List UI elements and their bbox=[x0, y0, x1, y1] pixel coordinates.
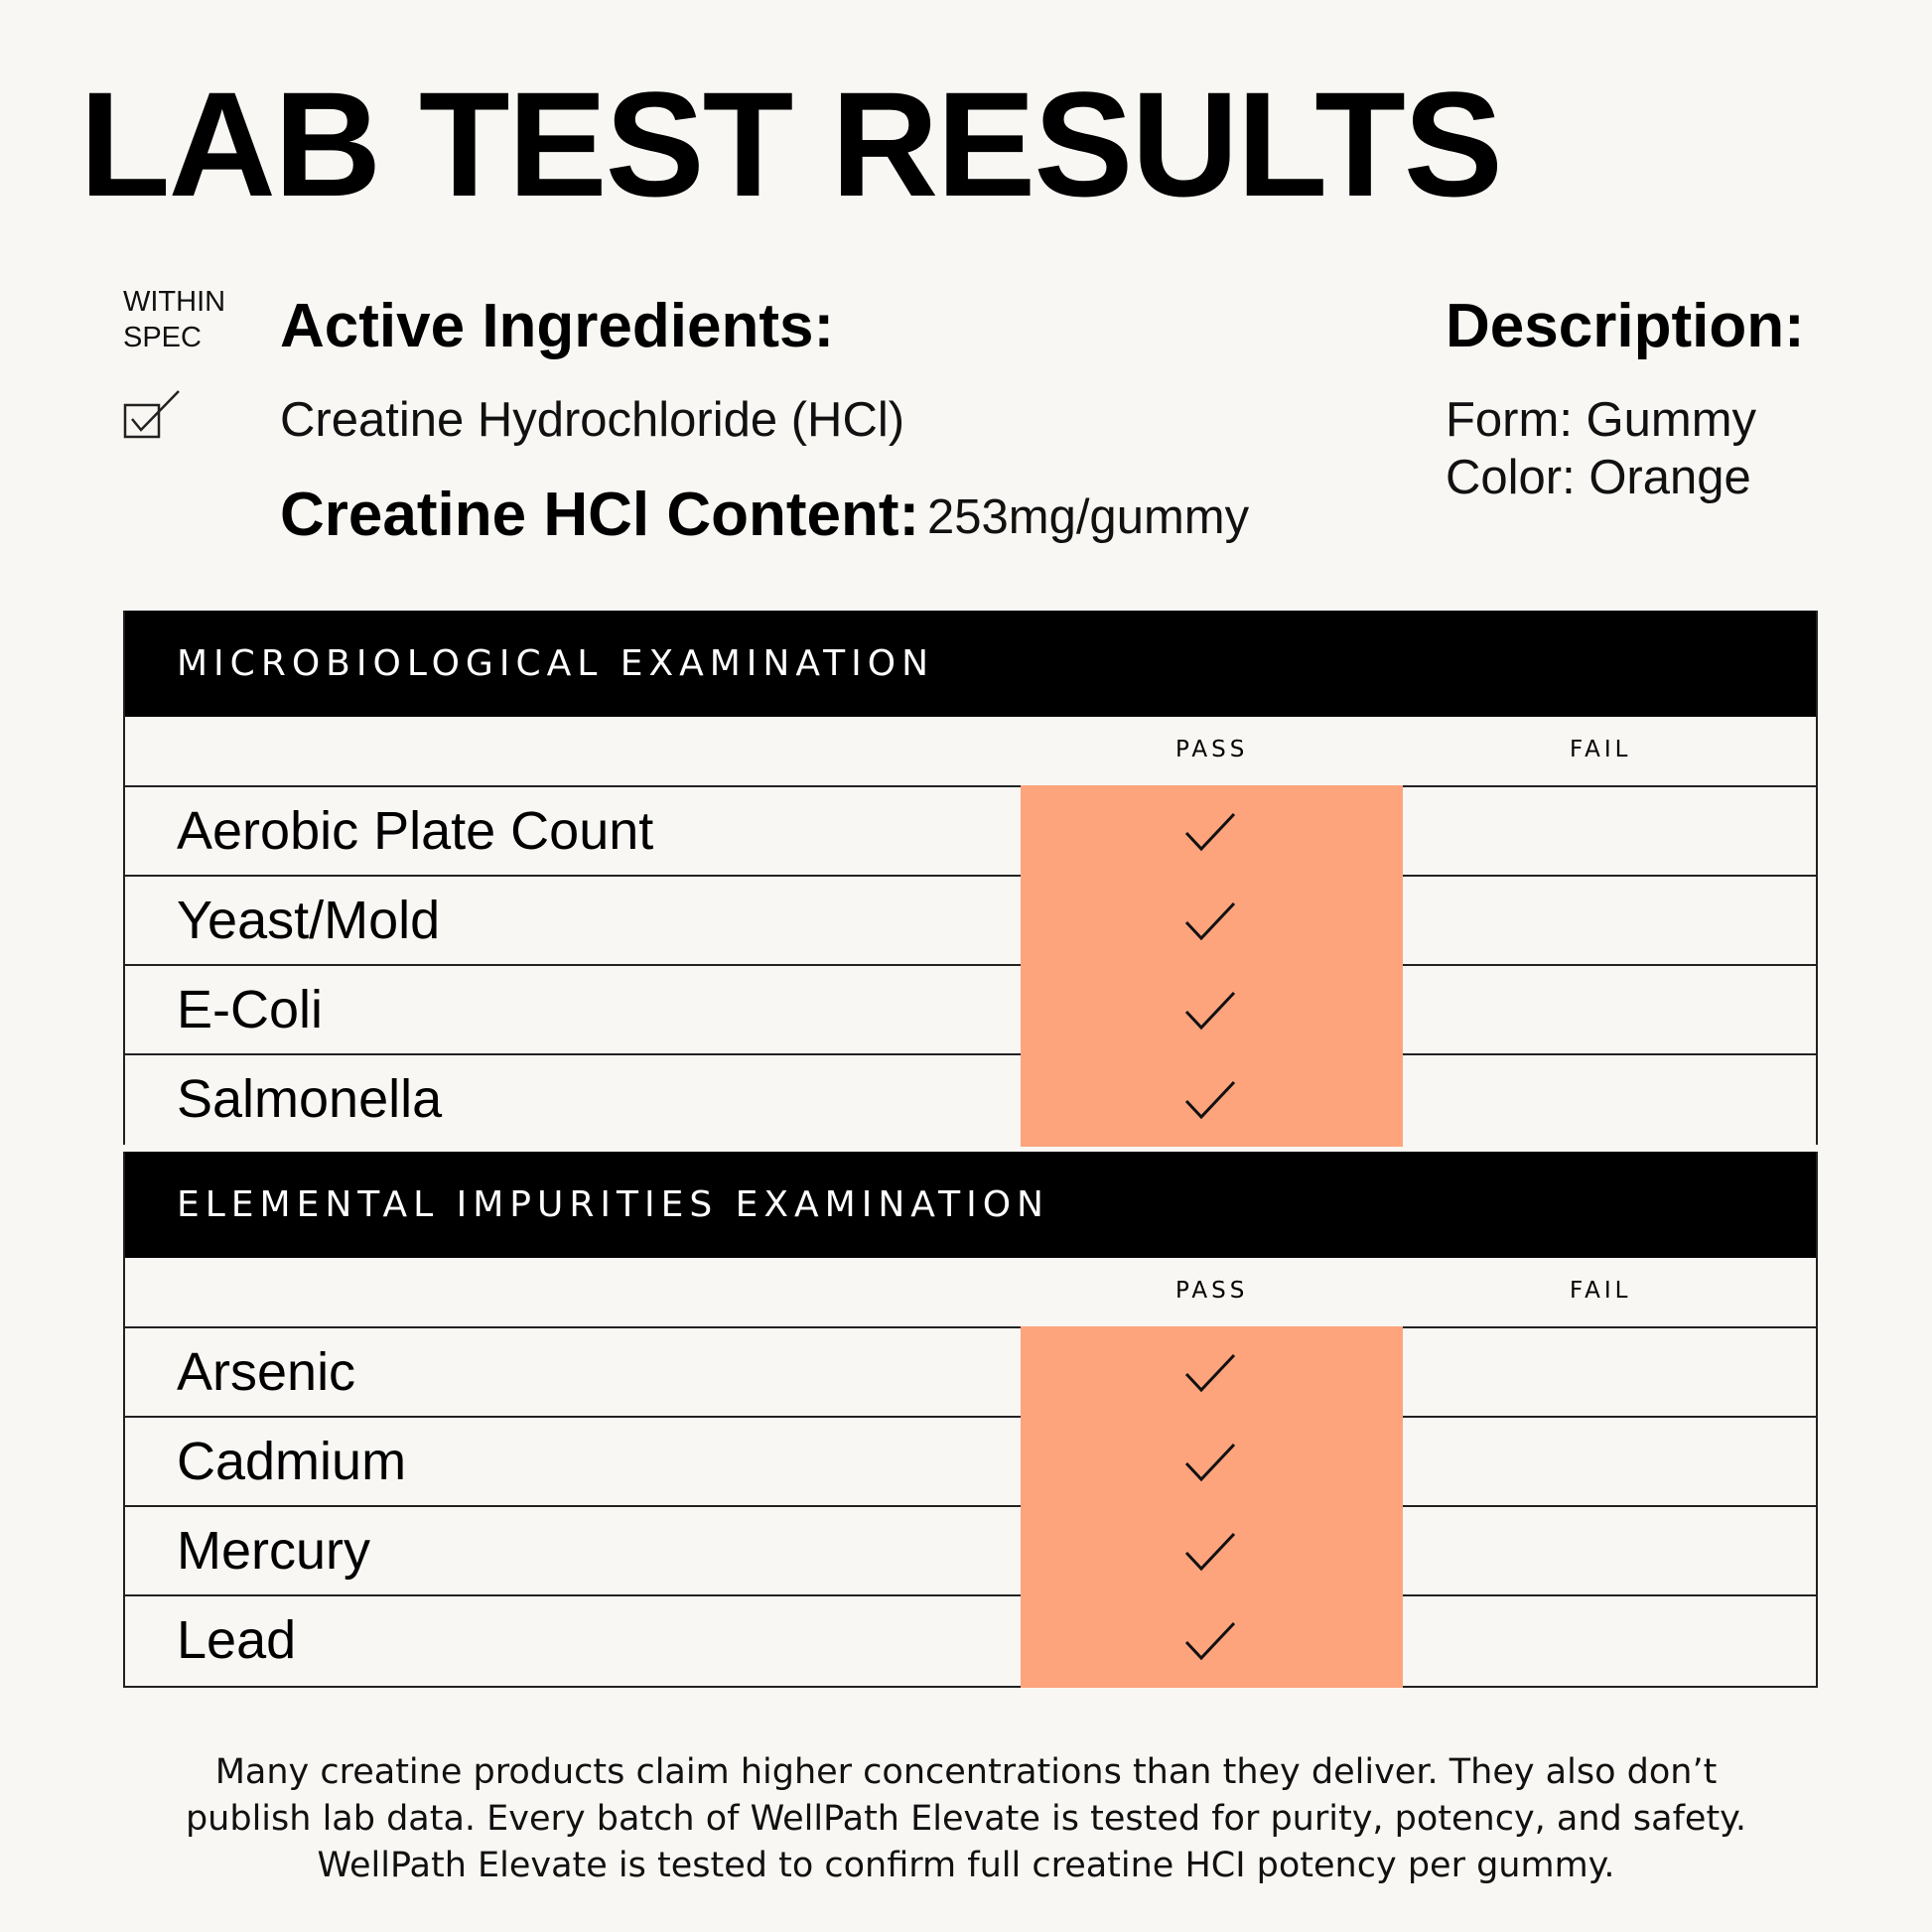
fail-cell bbox=[1403, 1596, 1816, 1686]
pass-column-header: PASS bbox=[1175, 737, 1249, 762]
checkmark-icon bbox=[1183, 811, 1237, 853]
table-row bbox=[125, 1596, 1816, 1686]
test-name: Lead bbox=[177, 1610, 297, 1670]
section-header-microbiological: MICROBIOLOGICAL EXAMINATION bbox=[125, 611, 1816, 717]
checkmark-icon bbox=[1183, 1352, 1237, 1394]
active-ingredient-value: Creatine Hydrochloride (HCl) bbox=[280, 393, 905, 447]
active-ingredients-heading: Active Ingredients: bbox=[280, 292, 835, 360]
table-row bbox=[125, 787, 1816, 877]
pass-cell bbox=[1021, 1594, 1403, 1688]
page-title: LAB TEST RESULTS bbox=[79, 61, 1501, 227]
table-row bbox=[125, 877, 1816, 966]
checkmark-icon bbox=[1183, 1531, 1237, 1573]
footer-line: WellPath Elevate is tested to confirm full creatine HCI potency per gummy. bbox=[317, 1846, 1615, 1885]
footer-disclaimer bbox=[99, 1749, 1833, 1889]
pass-cell bbox=[1021, 1326, 1403, 1418]
fail-column-header: FAIL bbox=[1570, 1278, 1632, 1304]
test-name: Aerobic Plate Count bbox=[177, 801, 654, 861]
fail-column-header: FAIL bbox=[1570, 737, 1632, 762]
description-color: Color: Orange bbox=[1446, 451, 1751, 504]
fail-cell bbox=[1403, 1055, 1816, 1145]
checkbox-checked-icon bbox=[123, 389, 183, 441]
pass-cell bbox=[1021, 875, 1403, 966]
within-spec-label bbox=[123, 284, 225, 355]
test-name: Salmonella bbox=[177, 1069, 443, 1129]
within-spec-line2: SPEC bbox=[123, 322, 202, 353]
pass-column-header: PASS bbox=[1175, 1278, 1249, 1304]
section-header-elemental: ELEMENTAL IMPURITIES EXAMINATION bbox=[125, 1152, 1816, 1258]
checkmark-icon bbox=[1183, 900, 1237, 942]
description-heading: Description: bbox=[1446, 292, 1805, 360]
microbiological-table bbox=[123, 611, 1818, 1145]
column-header-row bbox=[125, 1258, 1816, 1328]
fail-cell bbox=[1403, 1418, 1816, 1505]
table-row bbox=[125, 1328, 1816, 1418]
table-row bbox=[125, 1418, 1816, 1507]
table-row bbox=[125, 966, 1816, 1055]
checkmark-icon bbox=[1183, 990, 1237, 1032]
pass-cell bbox=[1021, 964, 1403, 1055]
footer-line: Many creatine products claim higher concentrations than they deliver. They also don’t bbox=[214, 1752, 1718, 1792]
test-name: Yeast/Mold bbox=[177, 891, 441, 950]
creatine-content-label: Creatine HCl Content: bbox=[280, 481, 920, 549]
pass-cell bbox=[1021, 785, 1403, 877]
test-name: Mercury bbox=[177, 1521, 371, 1581]
creatine-content-value: 253mg/gummy bbox=[927, 490, 1250, 544]
pass-cell bbox=[1021, 1505, 1403, 1596]
test-name: Cadmium bbox=[177, 1432, 407, 1491]
checkmark-icon bbox=[1183, 1442, 1237, 1483]
elemental-impurities-table bbox=[123, 1152, 1818, 1688]
fail-cell bbox=[1403, 877, 1816, 964]
table-row bbox=[125, 1055, 1816, 1145]
fail-cell bbox=[1403, 1328, 1816, 1416]
footer-line: publish lab data. Every batch of WellPath Elevate is tested for purity, potency, and safety. bbox=[185, 1799, 1747, 1839]
table-row bbox=[125, 1507, 1816, 1596]
checkmark-icon bbox=[1183, 1079, 1237, 1121]
test-name: E-Coli bbox=[177, 980, 324, 1039]
description-form: Form: Gummy bbox=[1446, 393, 1757, 447]
fail-cell bbox=[1403, 1507, 1816, 1594]
checkmark-icon bbox=[1183, 1620, 1237, 1662]
pass-cell bbox=[1021, 1416, 1403, 1507]
fail-cell bbox=[1403, 787, 1816, 875]
test-name: Arsenic bbox=[177, 1342, 356, 1402]
column-header-row bbox=[125, 717, 1816, 787]
fail-cell bbox=[1403, 966, 1816, 1053]
pass-cell bbox=[1021, 1053, 1403, 1147]
within-spec-line1: WITHIN bbox=[123, 286, 226, 318]
